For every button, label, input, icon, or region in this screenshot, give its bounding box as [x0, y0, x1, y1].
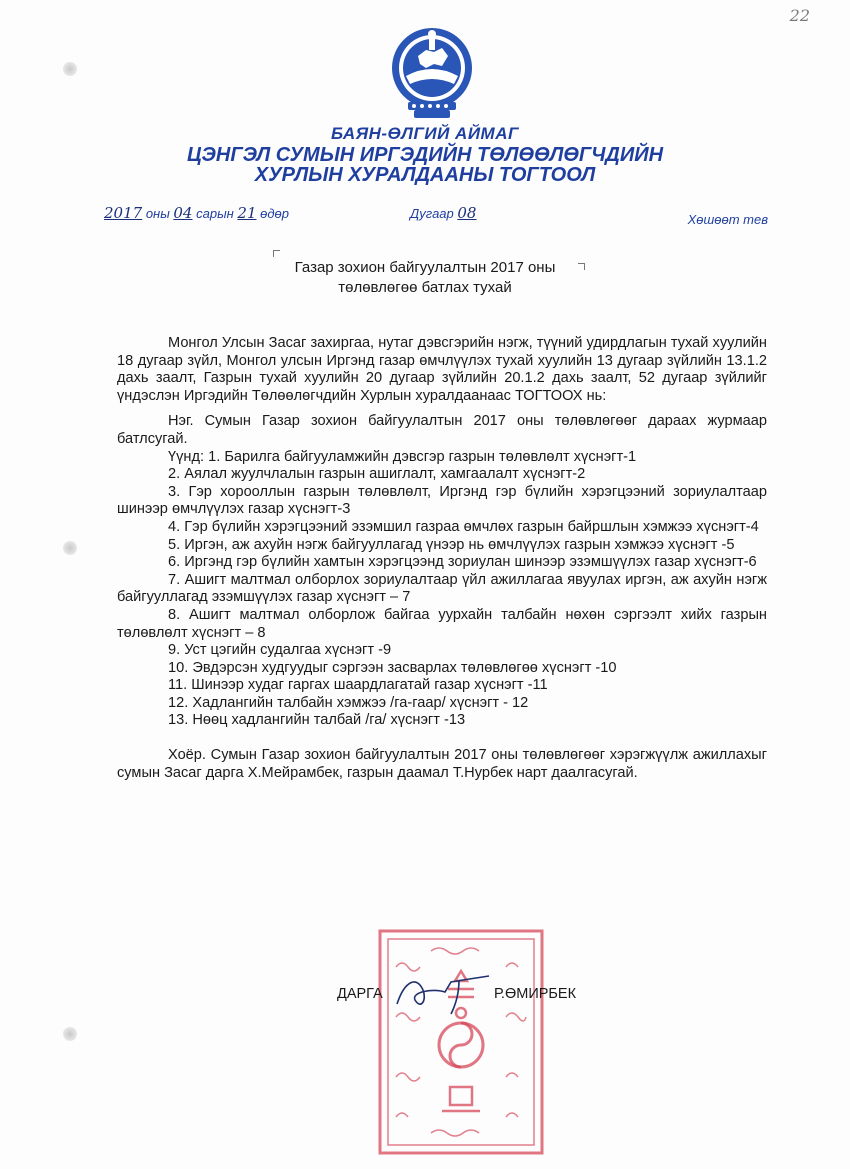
subject-block — [0, 258, 850, 298]
plan-item: 4. Гэр бүлийн хэрэгцээний эзэмшил газраа өмчлөх газрын байршлын хэмжээ хүснэгт-4 — [168, 518, 759, 535]
plan-item: 3. Гэр хорооллын газрын төлөвлөлт, Иргэнд гэр бүлийн хэрэгцээний зориулалтаар шинээр өмчлүүлэх газар хүснэгт-3 — [117, 483, 767, 518]
signatory-title: ДАРГА — [337, 986, 383, 1002]
preamble-paragraph: Монгол Улсын Засаг захиргаа, нутаг дэвсгэрийн нэгж, түүний удирдлагын тухай хуулийн 18 дугаар зүйл, Монгол улсын Иргэнд газар өмчлүүлэх тухай хуулийн 13 дугаар зүйлийн 13.1.2 дахь заалт, Газрын тухай хуулийн 20 дугаар зүйлийн 20.1.2 дахь заалт, 52 дугаар зүйлийг үндэслэн Иргэдийн Төлөөлөгчдийн Хурлын хуралдаанаас ТОГТООХ нь: — [117, 335, 767, 404]
aimag-title: БАЯН-ӨЛГИЙ АЙМАГ — [331, 124, 519, 143]
official-seal-icon — [376, 927, 546, 1157]
date-day-suffix: өдөр — [260, 206, 290, 221]
plan-item: 8. Ашигт малтмал олборлож байгаа уурхайн талбайн нөхөн сэргээлт хийх газрын төлөвлөлт хүснэгт – 8 — [117, 606, 767, 641]
subject-line-2: төлөвлөгөө батлах тухай — [338, 279, 512, 296]
plan-item: 13. Нөөц хадлангийн талбай /га/ хүснэгт -13 — [168, 712, 466, 729]
date-month-suffix: сарын — [196, 206, 234, 221]
plan-item: 12. Хадлангийн талбайн хэмжээ /га-гаар/ хүснэгт - 12 — [168, 694, 529, 711]
resolution-body — [117, 335, 767, 782]
subject-line-1: Газар зохион байгуулалтын 2017 оны — [294, 259, 556, 276]
plan-item: 7. Ашигт малтмал олборлох зориулалтаар үйл ажиллагаа явуулах иргэн, аж ахуйн нэгж байгууллагад эзэмшүүлэх газар хүснэгт – 7 — [117, 571, 767, 606]
plan-item: 10. Эвдэрсэн худгуудыг сэргээн засварлах төлөвлөгөө хүснэгт -10 — [168, 659, 617, 676]
place-name: Хөшөөт тев — [687, 212, 768, 227]
number-label: Дугаар — [410, 206, 454, 221]
resolution-title: ХУРЛЫН ХУРАЛДААНЫ ТОГТООЛ — [254, 164, 596, 186]
resolution-number — [410, 204, 476, 222]
signatory-name: Р.ӨМИРБЕК — [494, 986, 577, 1002]
date-day: 21 — [237, 204, 257, 222]
plan-items-list — [117, 449, 767, 731]
plan-item: 6. Иргэнд гэр бүлийн хамтын хэрэгцээнд зориулан шинээр эзэмшүүлэх газар хүснэгт-6 — [168, 554, 757, 571]
plan-item: 2. Аялал жуулчлалын газрын ашиглалт, хамгаалалт хүснэгт-2 — [168, 466, 586, 483]
punch-hole — [63, 62, 77, 76]
date-year-suffix: оны — [145, 206, 170, 221]
number-value: 08 — [457, 204, 477, 222]
signature-icon — [393, 970, 493, 1020]
plan-item: 9. Уст цэгийн судалгаа хүснэгт -9 — [168, 642, 392, 659]
plan-item: Үүнд: 1. Барилга байгууламжийн дэвсгэр газрын төлөвлөлт хүснэгт-1 — [168, 448, 637, 465]
punch-hole — [63, 1027, 77, 1041]
state-emblem-icon — [384, 22, 480, 122]
page-number: 22 — [789, 6, 810, 25]
council-title: ЦЭНГЭЛ СУМЫН ИРГЭДИЙН ТӨЛӨӨЛӨГЧДИЙН — [186, 144, 664, 166]
plan-item: 5. Иргэн, аж ахуйн нэгж байгууллагад үнээр нь өмчлүүлэх газрын хэмжээ хүснэгт -5 — [168, 536, 735, 553]
punch-hole — [63, 541, 77, 555]
plan-item: 11. Шинээр худаг гаргах шаардлагатай газар хүснэгт -11 — [168, 677, 548, 694]
date-month: 04 — [173, 204, 193, 222]
section-one-paragraph: Нэг. Сумын Газар зохион байгуулалтын 2017 оны төлөвлөгөөг дараах журмаар батлсугай. — [117, 413, 767, 447]
subject-bracket-left — [273, 250, 280, 257]
date-year: 2017 — [104, 204, 143, 222]
section-two-paragraph: Хоёр. Сумын Газар зохион байгуулалтын 2017 оны төлөвлөгөөг хэрэгжүүлж ажиллахыг сумын Засаг дарга Х.Мейрамбек, газрын даамал Т.Нурбек нарт даалгасугай. — [117, 747, 767, 781]
date-line — [104, 204, 289, 222]
